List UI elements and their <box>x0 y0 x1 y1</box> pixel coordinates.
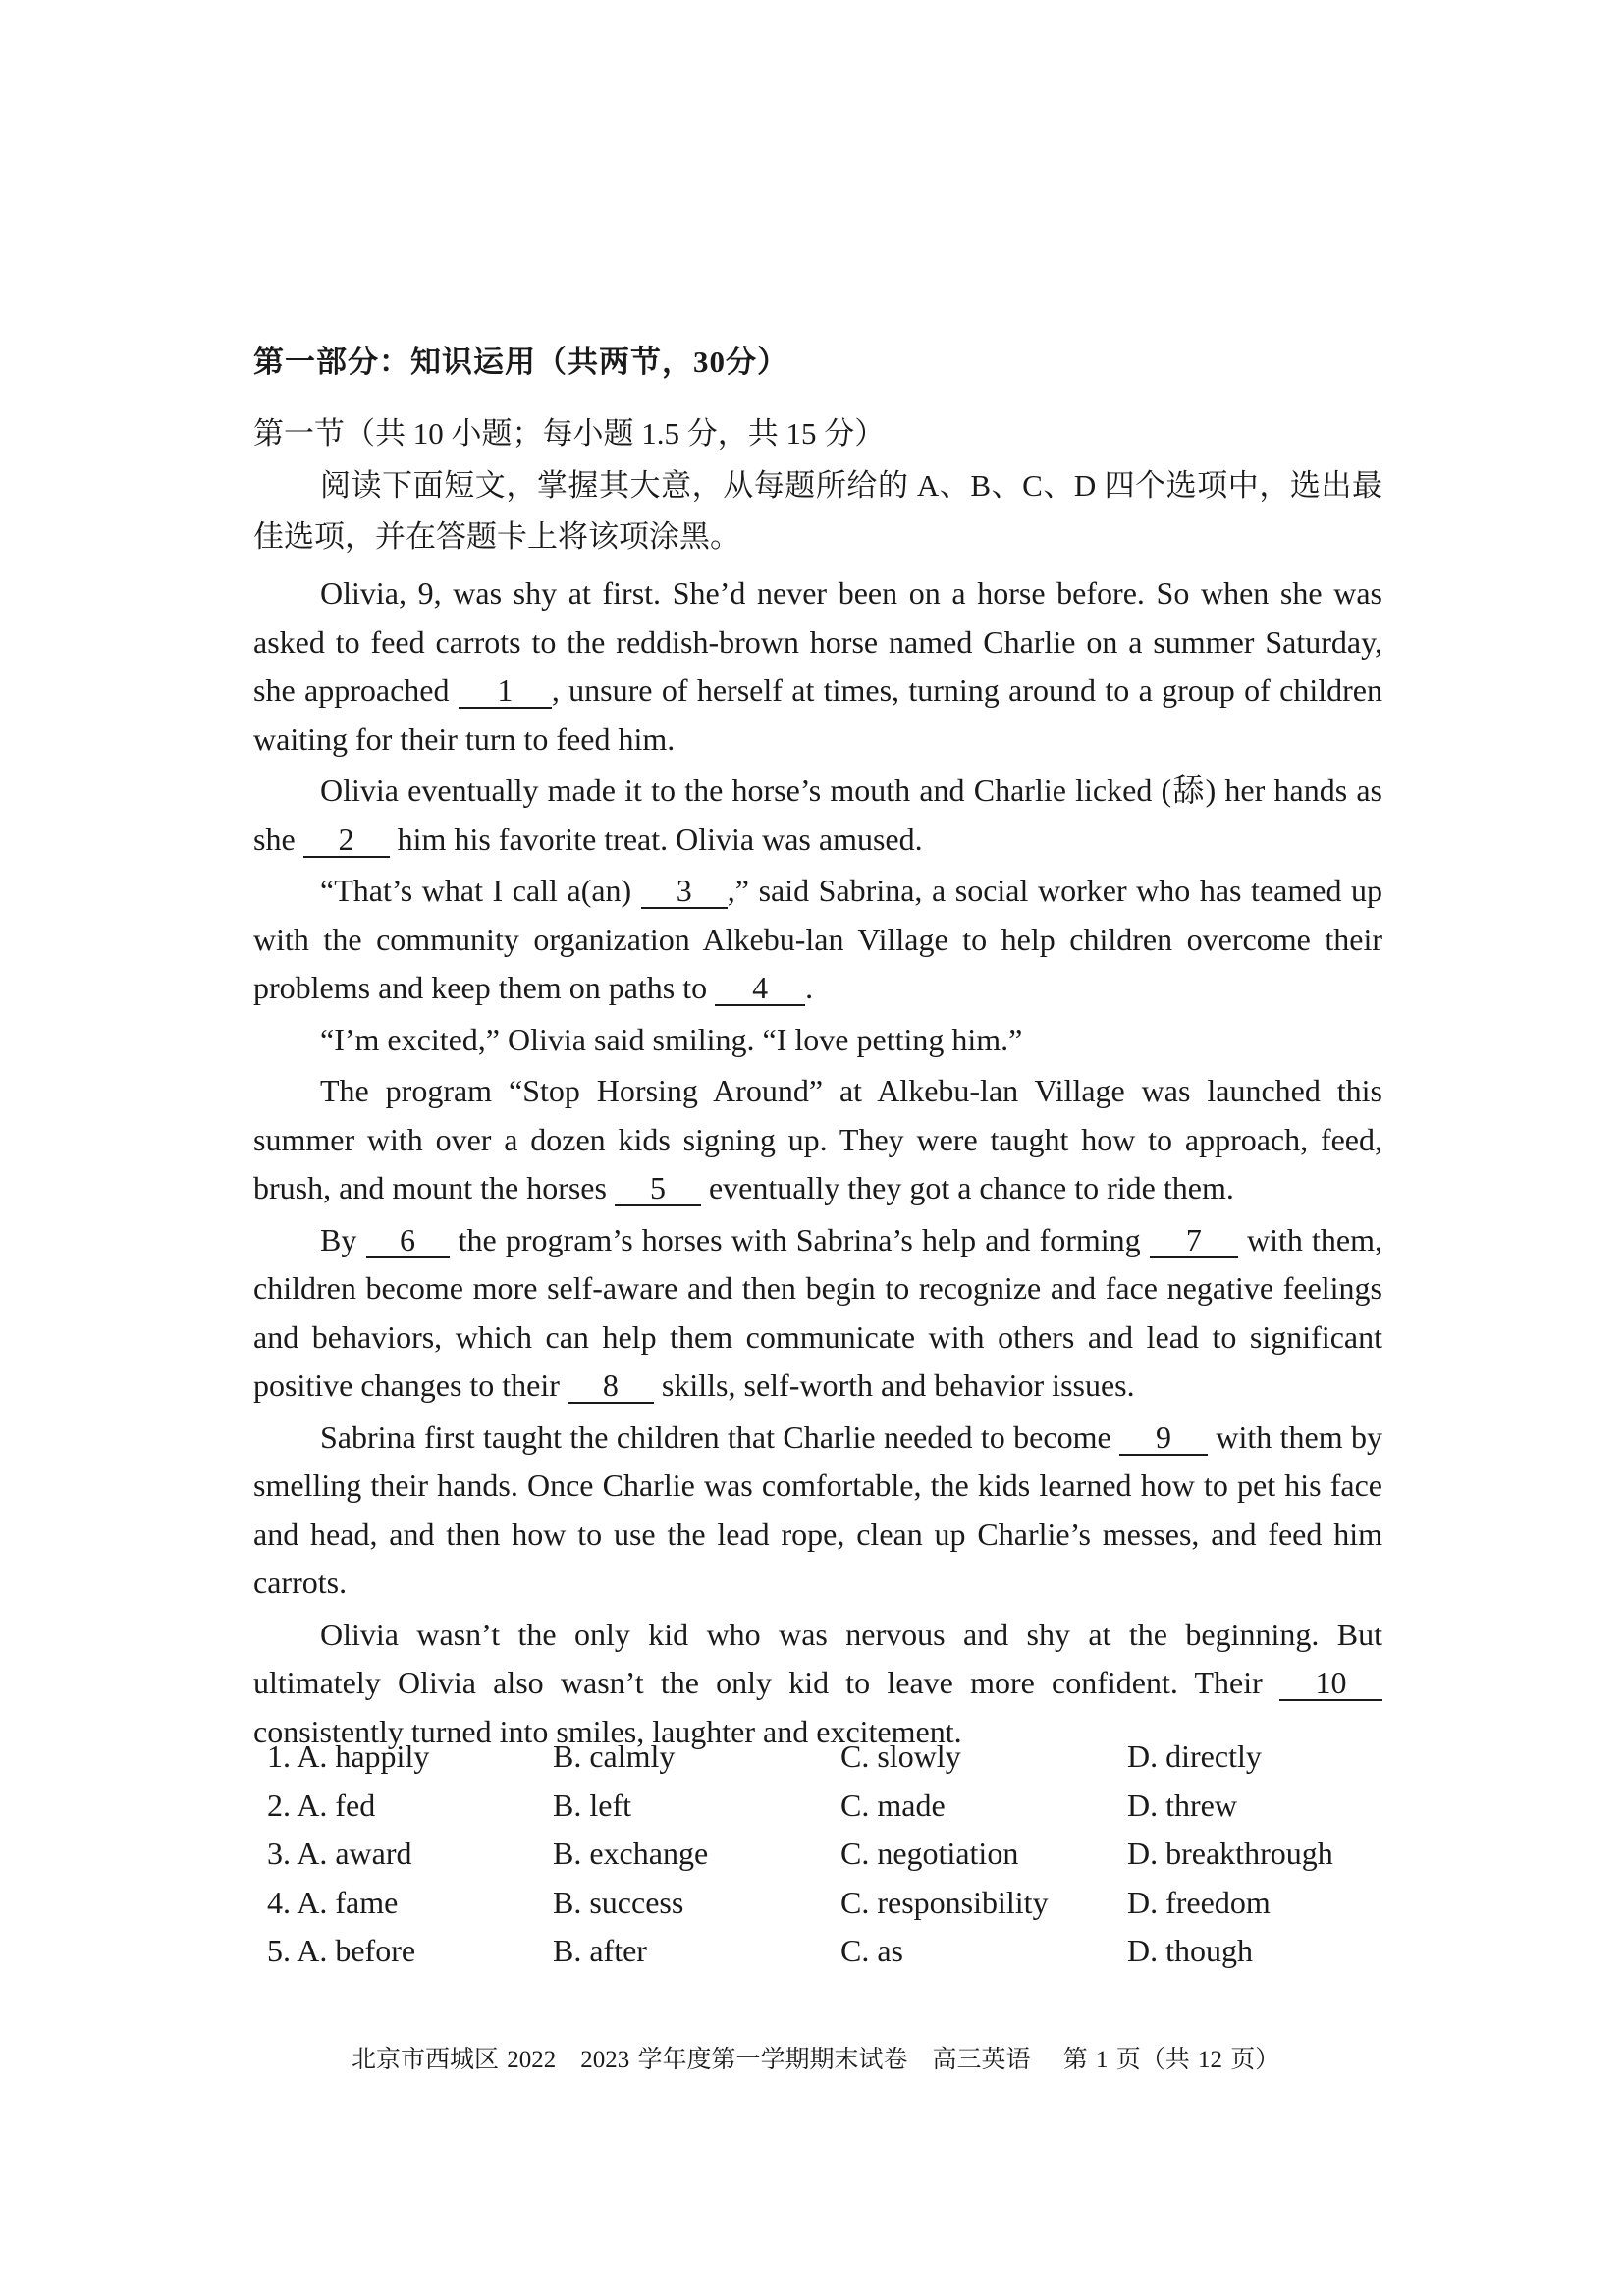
paragraph-2 <box>253 767 1382 864</box>
option-b: B. after <box>553 1933 647 1968</box>
paragraph-text: , unsure of herself at times, turning around to a group of children waiting for their turn to feed him. <box>253 672 1383 757</box>
option-a: 3. A. award <box>267 1836 412 1871</box>
option-b: B. calmly <box>553 1738 676 1774</box>
blank-10: 10 <box>1279 1666 1382 1701</box>
option-row-5 <box>267 1927 1396 1976</box>
blank-1: 1 <box>459 673 552 709</box>
blank-8: 8 <box>568 1368 654 1404</box>
paragraph-text: Olivia, 9, was shy at first. She’d never been on a horse before. So when she was asked to feed carrots to the reddish-brown horse named Charlie on a summer Saturday, she approached <box>253 575 1382 708</box>
paragraph-text: Olivia eventually made it to the horse’s mouth and Charlie licked (舔) her hands as she <box>253 773 1382 857</box>
paragraph-text: “That’s what I call a(an) <box>320 873 641 908</box>
part-title: 第一部分：知识运用（共两节，30分） <box>253 345 788 379</box>
paragraph-text: him his favorite treat. Olivia was amused. <box>389 821 923 857</box>
blank-5: 5 <box>615 1171 701 1206</box>
option-d: D. breakthrough <box>1127 1836 1333 1871</box>
option-d: D. threw <box>1127 1787 1237 1823</box>
section-title: 第一节（共 10 小题；每小题 1.5 分，共 15 分） <box>253 416 886 451</box>
paragraph-text: consistently turned into smiles, laughter and excitement. <box>253 1713 962 1749</box>
paragraph-text: By <box>320 1221 366 1257</box>
option-a: 2. A. fed <box>267 1787 376 1823</box>
option-b: B. success <box>553 1884 684 1920</box>
paragraph-7 <box>253 1414 1382 1608</box>
option-c: C. responsibility <box>840 1884 1049 1920</box>
paragraph-4: “I’m excited,” Olivia said smiling. “I love petting him.” <box>320 1021 1023 1057</box>
paragraph-text: ,” said Sabrina, a social worker who has teamed up with the community organization Alkebu-lan Village to help children overcome their problems and keep them on paths to <box>253 873 1383 1005</box>
option-c: C. slowly <box>840 1738 961 1774</box>
paragraph-text: with them by smelling their hands. Once Charlie was comfortable, the kids learned how to pet his face and head, and then how to use the lead rope, clean up Charlie’s messes, and feed him carrots. <box>253 1418 1383 1600</box>
paragraph-text: Olivia wasn’t the only kid who was nervous and shy at the beginning. But ultimately Olivia also wasn’t the only kid to leave more confident. Their <box>253 1616 1382 1700</box>
blank-9: 9 <box>1119 1420 1208 1456</box>
option-row-3 <box>267 1830 1396 1879</box>
paragraph-text: skills, self-worth and behavior issues. <box>653 1367 1135 1403</box>
paragraph-5 <box>253 1067 1382 1213</box>
option-c: C. negotiation <box>840 1836 1019 1871</box>
option-row-4 <box>267 1879 1396 1928</box>
answer-options <box>267 1733 1396 1976</box>
page-footer: 北京市西城区 2022 2023 学年度第一学期期末试卷 高三英语 第 1 页（共 12 页） <box>352 2047 1280 2073</box>
option-a: 4. A. fame <box>267 1884 399 1920</box>
paragraph-text: the program’s horses with Sabrina’s help and forming <box>449 1221 1150 1257</box>
paragraph-6 <box>253 1216 1382 1411</box>
option-b: B. left <box>553 1787 631 1823</box>
blank-2: 2 <box>303 823 390 858</box>
option-row-1 <box>267 1733 1396 1782</box>
paragraph-text: The program “Stop Horsing Around” at Alkebu-lan Village was launched this summer with over a dozen kids signing up. They were taught how to approach, feed, brush, and mount the horses <box>253 1073 1382 1205</box>
blank-7: 7 <box>1150 1223 1238 1258</box>
blank-3: 3 <box>641 874 728 909</box>
option-b: B. exchange <box>553 1836 709 1871</box>
blank-6: 6 <box>366 1223 450 1258</box>
paragraph-text: Sabrina first taught the children that Charlie needed to become <box>320 1418 1120 1455</box>
blank-4: 4 <box>715 971 805 1006</box>
paragraph-1 <box>253 569 1382 764</box>
option-c: C. made <box>840 1787 946 1823</box>
paragraph-3 <box>253 867 1382 1013</box>
option-a: 1. A. happily <box>267 1738 430 1774</box>
cloze-passage <box>253 569 1382 1759</box>
paragraph-text: with them, children become more self-aware and then begin to recognize and face negative feelings and behaviors, which can help them communicate with others and lead to significant positive changes to their <box>253 1221 1383 1403</box>
option-a: 5. A. before <box>267 1933 416 1968</box>
option-d: D. freedom <box>1127 1884 1271 1920</box>
option-row-2 <box>267 1782 1396 1831</box>
paragraph-text: . <box>805 970 814 1005</box>
instructions: 阅读下面短文，掌握其大意，从每题所给的 A、B、C、D 四个选项中，选出最佳选项，并在答题卡上将该项涂黑。 <box>253 468 1382 554</box>
option-d: D. directly <box>1127 1738 1262 1774</box>
paragraph-text: eventually they got a chance to ride them. <box>700 1170 1234 1205</box>
option-c: C. as <box>840 1933 903 1968</box>
option-d: D. though <box>1127 1933 1253 1968</box>
